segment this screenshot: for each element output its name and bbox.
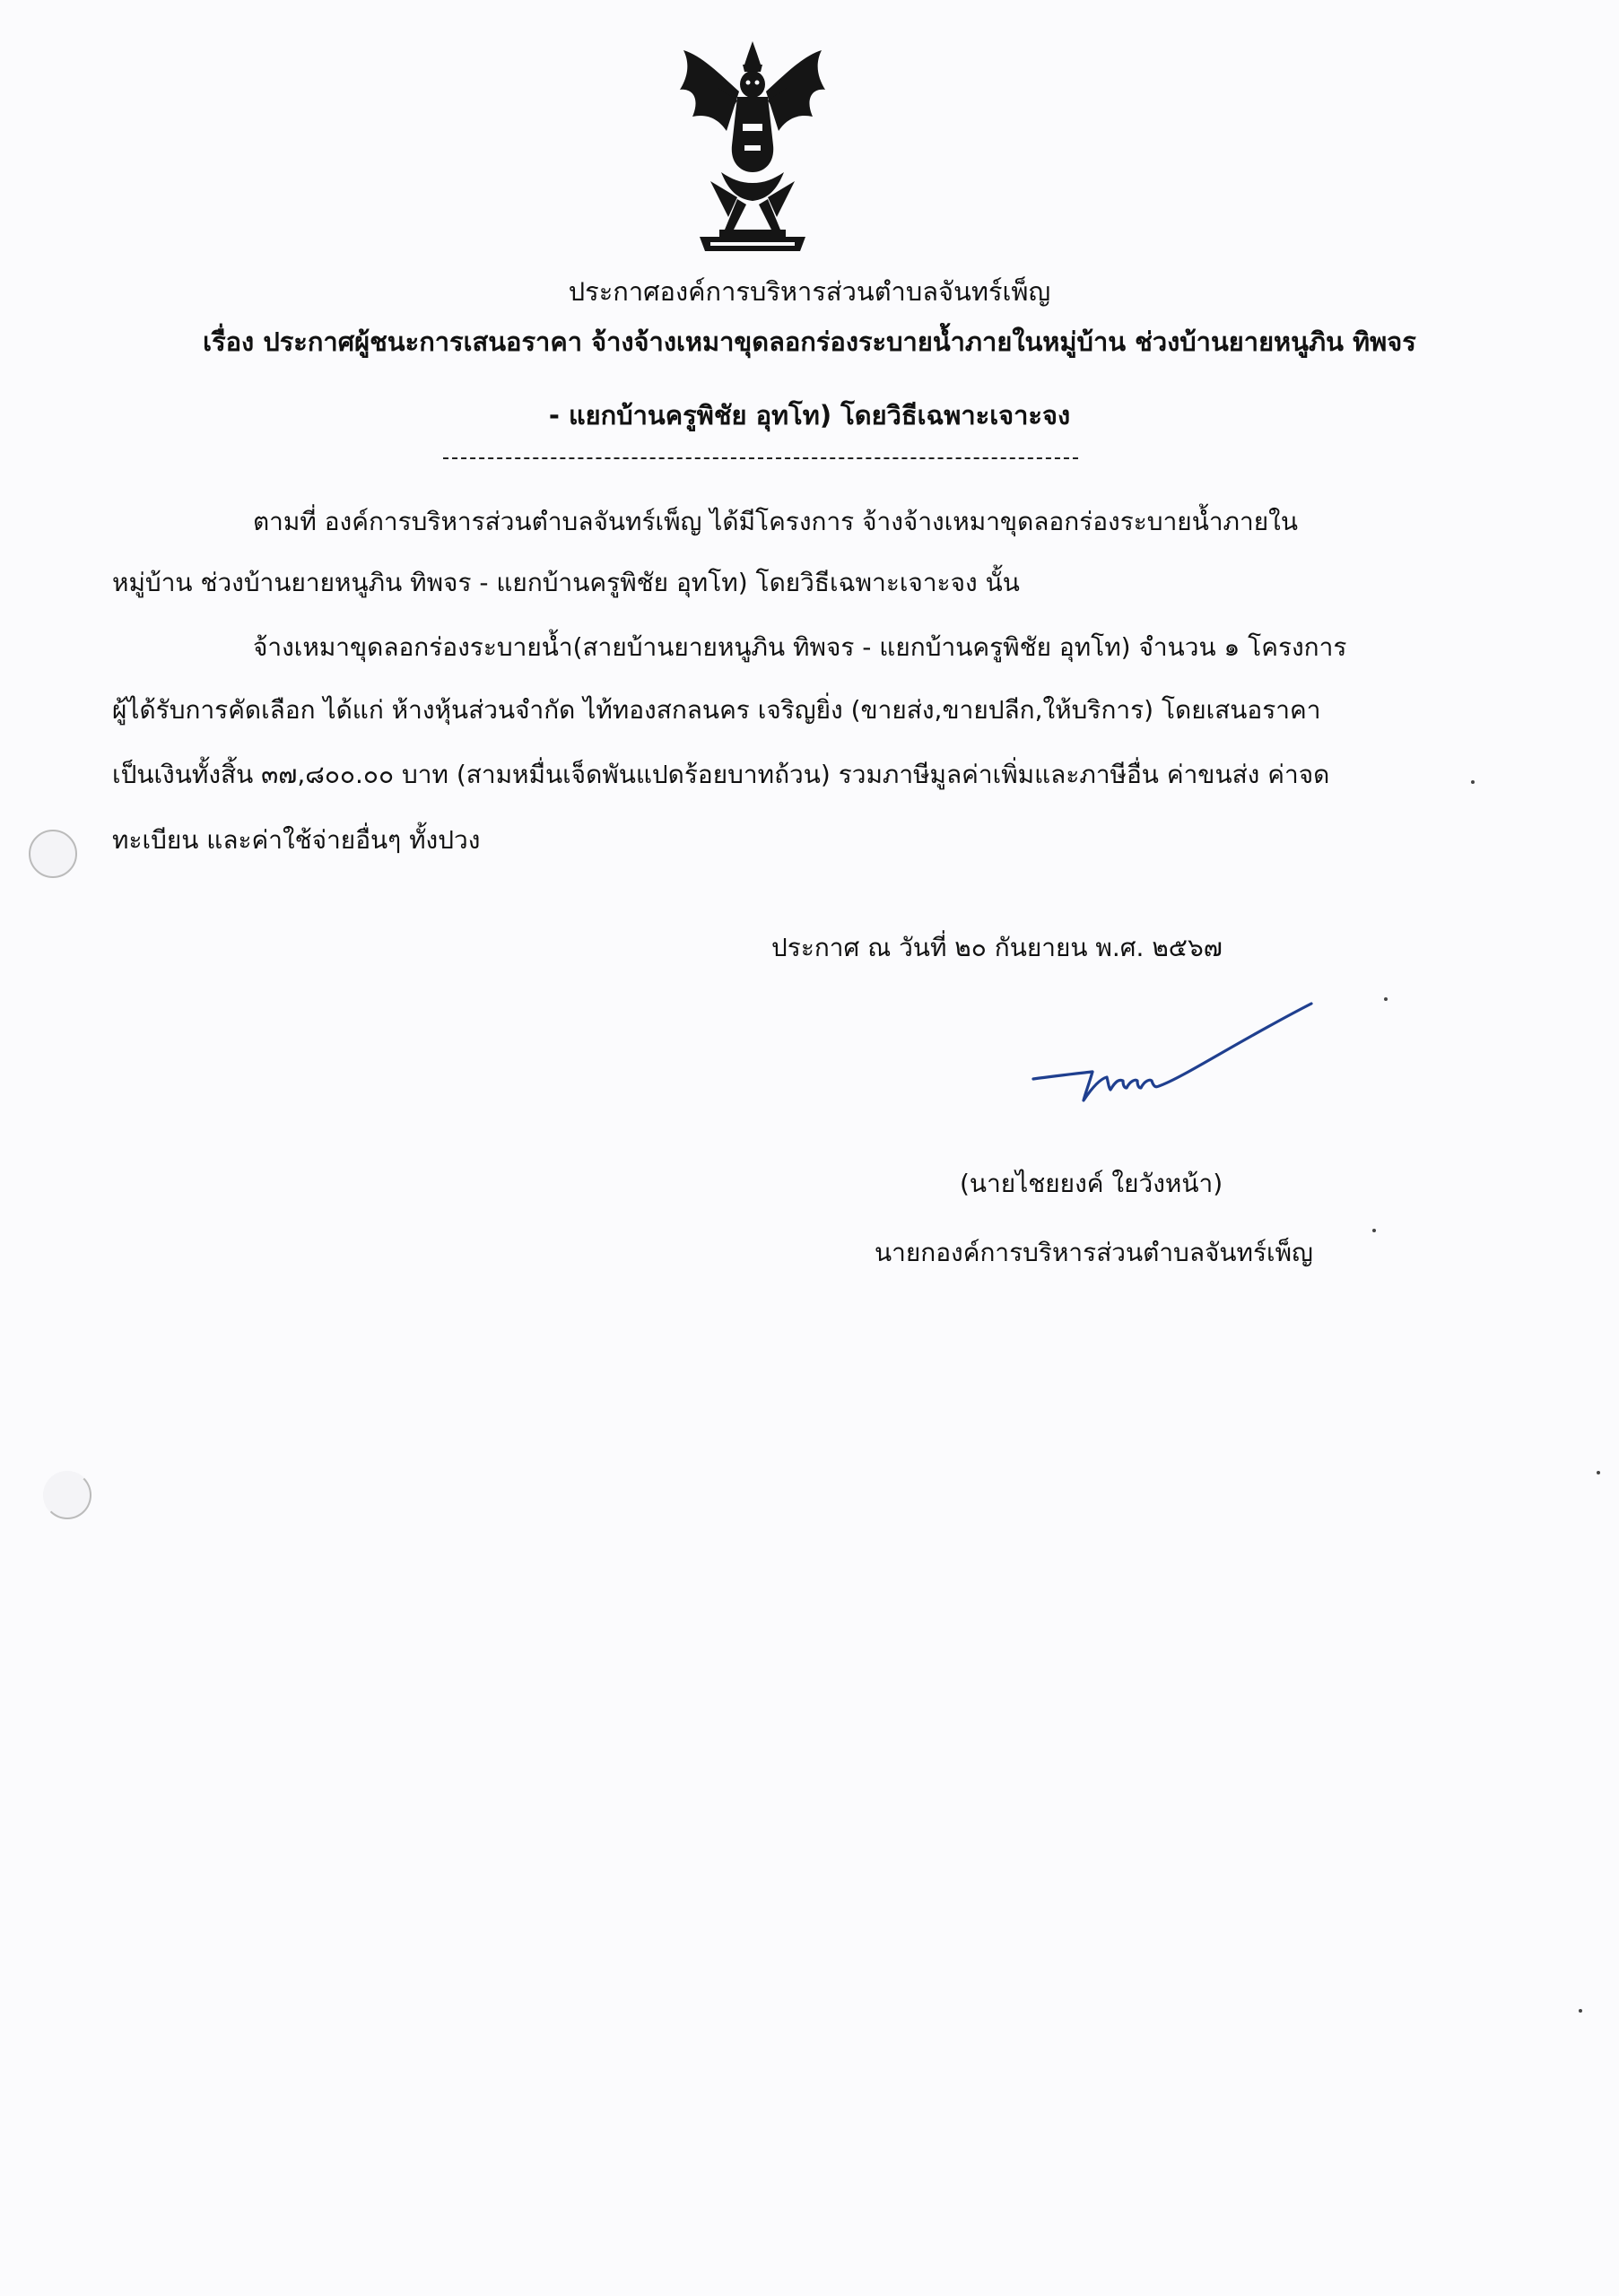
announcement-heading: ประกาศองค์การบริหารส่วนตำบลจันทร์เพ็ญ: [568, 276, 1051, 307]
scan-speck: [1597, 1471, 1600, 1474]
garuda-emblem: [675, 38, 831, 257]
scan-speck: [1384, 997, 1388, 1001]
subject-line-2: - แยกบ้านครูพิชัย อุทโท) โดยวิธีเฉพาะเจาะจง: [548, 400, 1071, 430]
signer-name: (นายไชยยงค์ ใยวังหน้า): [960, 1169, 1223, 1198]
handwritten-signature: [1023, 991, 1327, 1117]
subject-line-1: เรื่อง ประกาศผู้ชนะการเสนอราคา จ้างจ้างเหมาขุดลอกร่องระบายน้ำภายในหมู่บ้าน ช่วงบ้านยายหนูภิน ทิพจร: [203, 326, 1416, 357]
body-line-4: ผู้ได้รับการคัดเลือก ได้แก่ ห้างหุ้นส่วนจำกัด ไท้ทองสกลนคร เจริญยิ่ง (ขายส่ง,ขายปลีก,ให้บริการ) โดยเสนอราคา: [112, 695, 1321, 725]
body-line-5: เป็นเงินทั้งสิ้น ๓๗,๘๐๐.๐๐ บาท (สามหมื่นเจ็ดพันแปดร้อยบาทถ้วน) รวมภาษีมูลค่าเพิ่มและภาษีอื่น ค่าขนส่ง ค่าจด: [112, 760, 1330, 789]
scan-speck: [1579, 2009, 1582, 2013]
body-line-2: หมู่บ้าน ช่วงบ้านยายหนูภิน ทิพจร - แยกบ้านครูพิชัย อุทโท) โดยวิธีเฉพาะเจาะจง นั้น: [112, 568, 1020, 597]
punch-hole: [43, 1471, 91, 1519]
dashed-divider: [443, 457, 1078, 459]
announcement-date: ประกาศ ณ วันที่ ๒๐ กันยายน พ.ศ. ๒๕๖๗: [771, 933, 1223, 962]
body-line-3: จ้างเหมาขุดลอกร่องระบายน้ำ(สายบ้านยายหนูภิน ทิพจร - แยกบ้านครูพิชัย อุทโท) จำนวน ๑ โครงการ: [253, 632, 1347, 662]
punch-hole: [29, 830, 77, 878]
scan-speck: [1372, 1229, 1376, 1232]
body-line-1: ตามที่ องค์การบริหารส่วนตำบลจันทร์เพ็ญ ได้มีโครงการ จ้างจ้างเหมาขุดลอกร่องระบายน้ำภายใน: [253, 507, 1298, 536]
signer-position: นายกองค์การบริหารส่วนตำบลจันทร์เพ็ญ: [875, 1238, 1313, 1267]
scan-speck: [1471, 780, 1475, 784]
body-line-6: ทะเบียน และค่าใช้จ่ายอื่นๆ ทั้งปวง: [112, 825, 481, 855]
